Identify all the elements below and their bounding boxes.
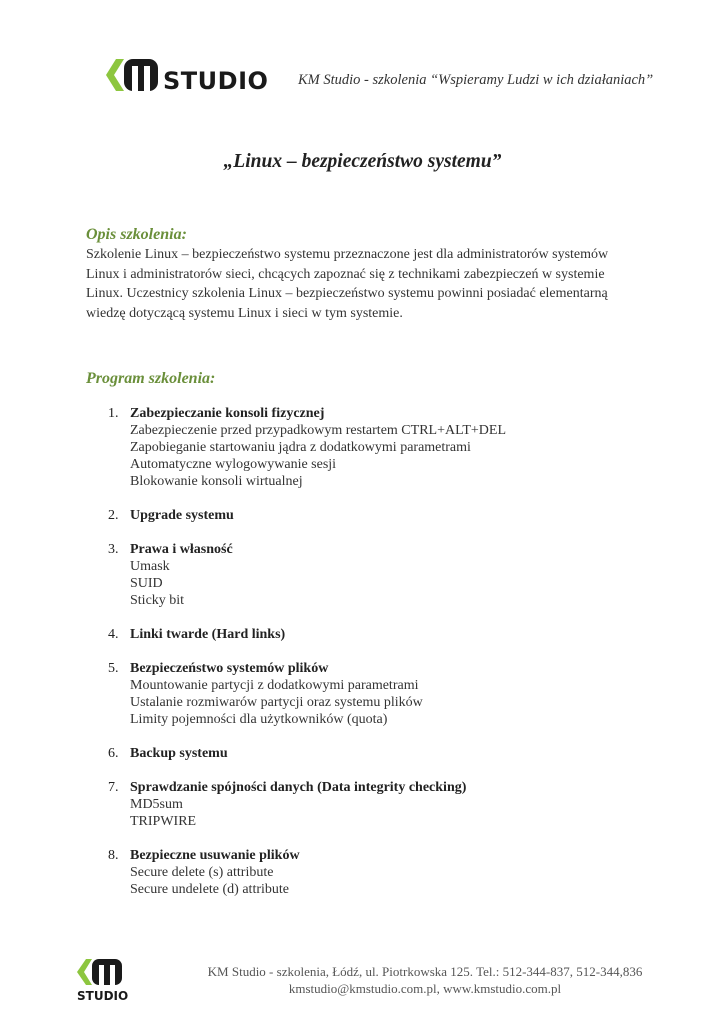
item-subtopic: TRIPWIRE	[130, 814, 197, 829]
km-studio-logo-icon	[102, 57, 272, 93]
item-subtopic: Secure undelete (d) attribute	[130, 882, 289, 897]
item-title: Linki twarde (Hard links)	[130, 627, 286, 642]
item-subtopic: Umask	[130, 559, 170, 574]
item-subtopic: MD5sum	[130, 797, 183, 812]
program-item	[106, 779, 666, 830]
footer-contact-address: KM Studio - szkolenia, Łódź, ul. Piotrkowska 125. Tel.: 512-344-837, 512-344,836	[207, 964, 643, 979]
svg-text:STUDIO: STUDIO	[77, 989, 129, 1003]
item-title: Bezpieczne usuwanie plików	[130, 848, 300, 863]
description-line: Linux i administratorów sieci, chcących zapoznać się z technikami zabezpieczeń w systemie	[86, 266, 605, 282]
item-number: 5.	[108, 661, 119, 676]
program-item	[106, 847, 666, 898]
item-subtopic: Automatyczne wylogowywanie sesji	[130, 457, 337, 472]
item-number: 2.	[108, 508, 119, 523]
item-subtopic: Secure delete (s) attribute	[130, 865, 274, 880]
item-subtopic: Mountowanie partycji z dodatkowymi parametrami	[130, 678, 419, 693]
item-subtopic: Limity pojemności dla użytkowników (quota)	[130, 712, 388, 727]
program-heading: Program szkolenia:	[86, 370, 216, 387]
header-tagline: KM Studio - szkolenia “Wspieramy Ludzi w ich działaniach”	[298, 72, 654, 88]
description-line: wiedzę dotyczącą systemu Linux i sieci w tym systemie.	[86, 305, 403, 321]
item-number: 6.	[108, 746, 119, 761]
program-item	[106, 541, 666, 609]
item-title: Backup systemu	[130, 746, 228, 761]
item-subtopic: Zapobieganie startowaniu jądra z dodatkowymi parametrami	[130, 440, 471, 455]
item-title: Bezpieczeństwo systemów plików	[130, 661, 329, 676]
item-number: 8.	[108, 848, 119, 863]
description-line: Linux. Uczestnicy szkolenia Linux – bezpieczeństwo systemu powinni posiadać elementarną	[86, 286, 608, 301]
km-studio-logo	[102, 57, 272, 93]
footer-km-studio-logo	[74, 957, 130, 1003]
footer-logo-icon	[74, 957, 130, 1003]
item-title: Prawa i własność	[130, 542, 233, 557]
item-subtopic: Ustalanie rozmiwarów partycji oraz systemu plików	[130, 695, 423, 710]
item-title: Upgrade systemu	[130, 508, 234, 523]
item-number: 3.	[108, 542, 119, 557]
document-title: „Linux – bezpieczeństwo systemu”	[223, 151, 502, 172]
item-subtopic: Zabezpieczenie przed przypadkowym restartem CTRL+ALT+DEL	[130, 423, 507, 438]
item-title: Zabezpieczanie konsoli fizycznej	[130, 406, 325, 421]
description-line: Szkolenie Linux – bezpieczeństwo systemu przeznaczone jest dla administratorów systemów	[86, 247, 609, 262]
item-subtopic: Sticky bit	[130, 593, 185, 608]
svg-text:STUDIO: STUDIO	[163, 67, 269, 93]
item-number: 7.	[108, 780, 119, 795]
program-item	[106, 405, 666, 490]
program-item	[106, 626, 666, 643]
item-title: Sprawdzanie spójności danych (Data integrity checking)	[130, 780, 467, 795]
item-number: 1.	[108, 406, 119, 421]
item-subtopic: SUID	[130, 576, 163, 591]
program-list	[106, 405, 666, 915]
description-body	[86, 245, 646, 323]
footer-contact-web: kmstudio@kmstudio.com.pl, www.kmstudio.com.pl	[288, 981, 562, 996]
program-item	[106, 507, 666, 524]
item-number: 4.	[108, 627, 119, 642]
description-heading: Opis szkolenia:	[86, 226, 187, 243]
program-item	[106, 745, 666, 762]
program-item	[106, 660, 666, 728]
item-subtopic: Blokowanie konsoli wirtualnej	[130, 474, 303, 489]
